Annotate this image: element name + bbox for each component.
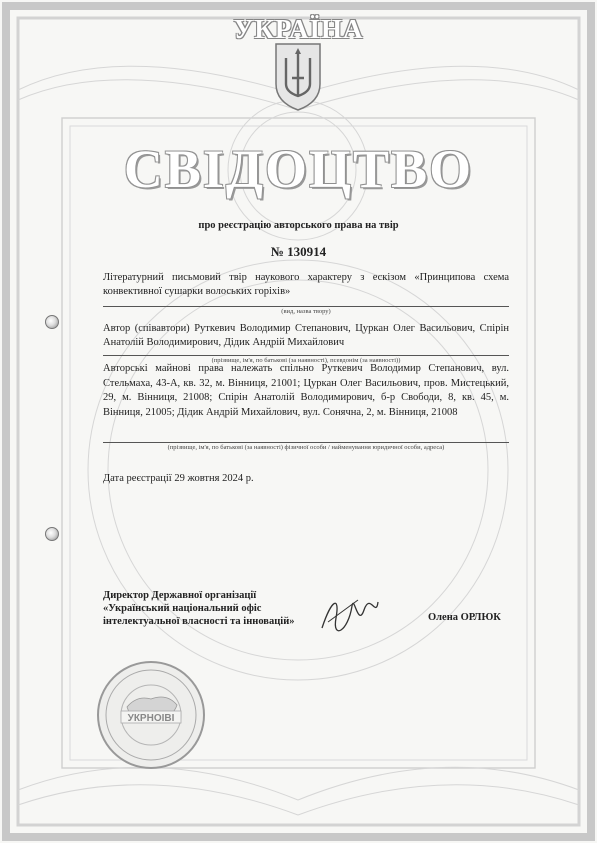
authors-hint: (прізвище, ім'я, по батькові (за наявності), псевдонім (за наявності))	[103, 355, 509, 364]
work-description: Літературний письмовий твір наукового характеру з ескізом «Принципова схема конвективної сушарки волоських горіхів»	[103, 272, 509, 297]
owners-paragraph: Авторські майнові права належать спільно Руткевич Володимир Степанович, вул. Стельмаха, 43-А, кв. 32, м. Вінниця, 21001; Цуркан Олег Васильович, пров. Мистецький, 29, м. Вінниця, 21008; Спірін Анатолій Володимирович, б-р Свободи, 8, кв. 45, м. Вінниця, 21005; Дідик Андрій Михайлович, вул. Сонячна, 2, м. Вінниця, 21008	[103, 363, 509, 418]
country-title: УКРАЇНА	[233, 14, 364, 44]
owners-hint: (прізвище, ім'я, по батькові (за наявності) фізичної особи / найменування юридичної особи, адреса)	[103, 442, 509, 451]
certificate-subtitle: про реєстрацію авторського права на твір	[198, 220, 399, 231]
work-hint: (вид, назва твору)	[103, 306, 509, 315]
signer-name: Олена ОРЛЮК	[428, 612, 501, 623]
trident-icon	[270, 40, 326, 112]
signature-image	[318, 588, 382, 638]
punch-hole-lower	[45, 527, 59, 541]
punch-hole-upper	[45, 315, 59, 329]
authors-line: Автор (співавтори) Руткевич Володимир Степанович, Цуркан Олег Васильович, Спірін Анатолій Володимирович, Дідик Андрій Михайлович	[103, 323, 509, 348]
certificate-title: СВІДОЦТВО	[123, 139, 474, 199]
director-position: Директор Державної організації «Український національний офіс інтелектуальної власності та інновацій»	[103, 590, 295, 627]
official-seal	[95, 659, 207, 771]
registration-date: Дата реєстрації 29 жовтня 2024 р.	[103, 473, 254, 484]
certificate-number: № 130914	[270, 244, 327, 259]
seal-text: УКРНОІВІ	[127, 713, 175, 724]
